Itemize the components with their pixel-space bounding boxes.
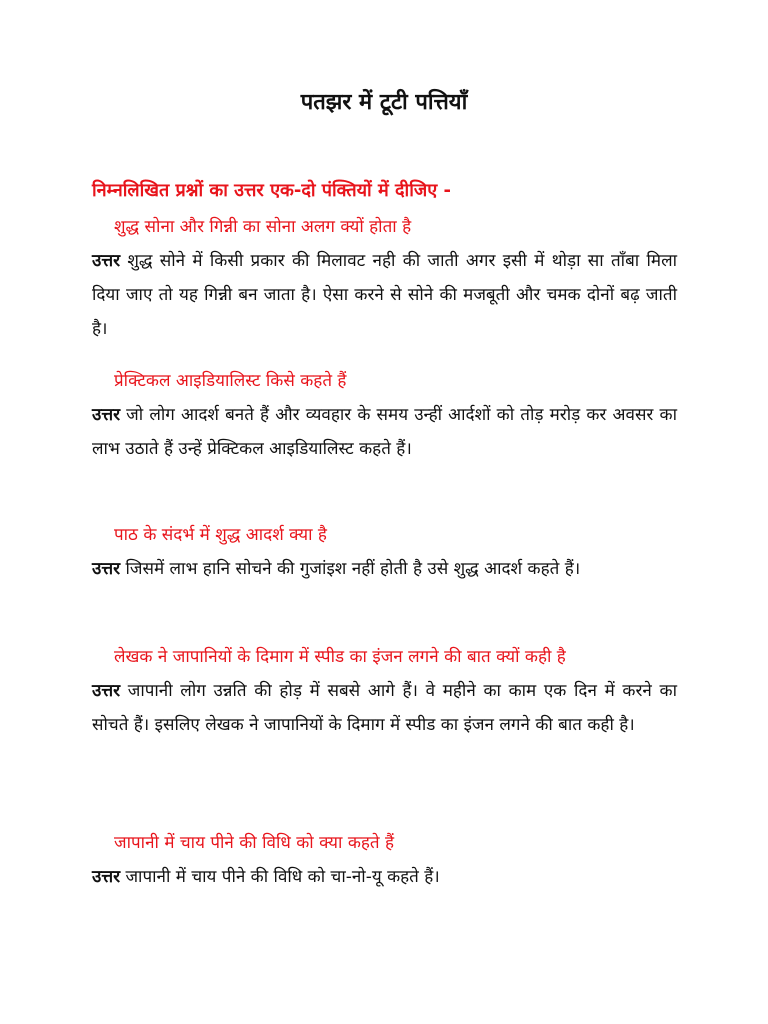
answer-5	[92, 860, 677, 894]
answer-2	[92, 398, 677, 466]
answer-label: उत्तर	[92, 867, 121, 887]
qa-block-4	[92, 640, 677, 742]
question-5: जापानी में चाय पीने की विधि को क्या कहते हैं	[114, 833, 395, 853]
instruction-heading: निम्नलिखित प्रश्नों का उत्तर एक-दो पंक्तियों में दीजिए -	[92, 180, 451, 201]
answer-3	[92, 552, 677, 586]
answer-text: जो लोग आदर्श बनते हैं और व्यवहार के समय उन्हीं आर्दशों को तोड़ मरोड़ कर अवसर का लाभ उठाते हैं उन्हें प्रेक्टिकल आइडियालिस्ट कहते हैं।	[92, 405, 677, 459]
answer-text: शुद्ध सोने में किसी प्रकार की मिलावट नही की जाती अगर इसी में थोड़ा सा ताँबा मिला दिया जाए तो यह गिन्नी बन जाता है। ऐसा करने से सोने की मजबूती और चमक दोनों बढ़ जाती है।	[92, 251, 677, 339]
question-4: लेखक ने जापानियों के दिमाग में स्पीड का इंजन लगने की बात क्यों कही है	[114, 647, 566, 667]
answer-label: उत्तर	[92, 559, 121, 579]
answer-label: उत्तर	[92, 405, 121, 425]
question-2: प्रेक्टिकल आइडियालिस्ट किसे कहते हैं	[114, 371, 347, 391]
answer-1	[92, 244, 677, 346]
qa-block-5	[92, 826, 677, 894]
answer-label: उत्तर	[92, 681, 121, 701]
answer-text: जिसमें लाभ हानि सोचने की गुजांइश नहीं होती है उसे शुद्ध आदर्श कहते हैं।	[125, 559, 581, 579]
answer-text: जापानी लोग उन्नति की होड़ में सबसे आगे हैं। वे महीने का काम एक दिन में करने का सोचते हैं। इसलिए लेखक ने जापानियों के दिमाग में स्पीड का इंजन लगने की बात कही है।	[92, 681, 678, 735]
question-3: पाठ के संदर्भ में शुद्ध आदर्श क्या है	[114, 525, 327, 545]
qa-block-3	[92, 518, 677, 586]
qa-block-1	[92, 210, 677, 346]
page-title: पतझर में टूटी पत्तियाँ	[300, 90, 468, 115]
answer-label: उत्तर	[92, 251, 121, 271]
question-1: शुद्ध सोना और गिन्नी का सोना अलग क्यों होता है	[114, 217, 412, 237]
answer-4	[92, 674, 677, 742]
qa-block-2	[92, 364, 677, 466]
answer-text: जापानी में चाय पीने की विधि को चा-नो-यू कहते हैं।	[125, 867, 440, 887]
